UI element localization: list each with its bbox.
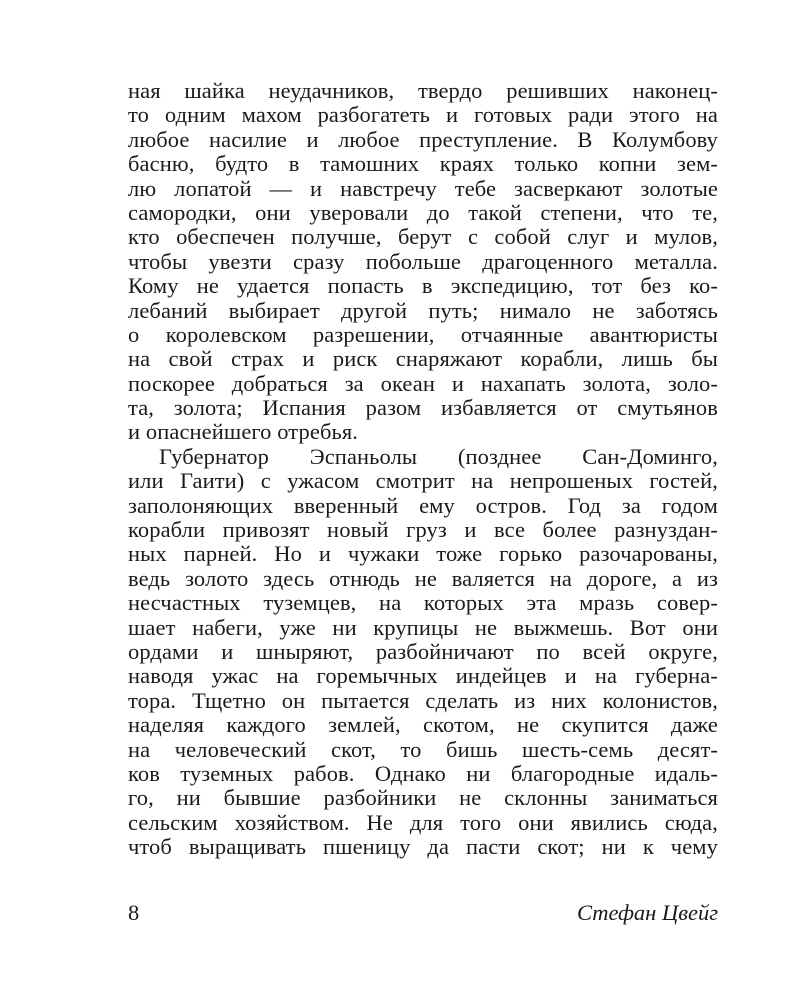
text-line: ков туземных рабов. Однако ни благородные идаль-: [128, 760, 718, 786]
text-line: корабли привозят новый груз и все более разнуздан-: [128, 517, 718, 543]
text-line: самородки, они уверовали до такой степени, что те,: [128, 199, 718, 225]
body-text: [128, 79, 718, 860]
text-line: на человеческий скот, то бишь шесть-семь десят-: [128, 736, 718, 762]
text-line: наделяя каждого землей, скотом, не скупится даже: [128, 712, 718, 738]
text-line: кто обеспечен получше, берут с собой слуг и мулов,: [128, 224, 718, 250]
text-line: сельским хозяйством. Не для того они явились сюда,: [128, 809, 718, 835]
text-line: Кому не удается попасть в экспедицию, тот без ко-: [128, 273, 718, 299]
text-line: лю лопатой — и навстречу тебе засверкают золотые: [128, 175, 718, 201]
text-line: поскорее добраться за океан и нахапать золота, золо-: [128, 370, 718, 396]
page-number: 8: [128, 900, 140, 925]
text-line: наводя ужас на горемычных индейцев и на губерна-: [128, 663, 718, 689]
text-line: та, золота; Испания разом избавляется от смутьянов: [128, 395, 718, 421]
text-line: о королевском разрешении, отчаянные авантюристы: [128, 321, 718, 347]
text-line: тора. Тщетно он пытается сделать из них колонистов,: [128, 687, 718, 713]
page-footer: [128, 898, 718, 928]
text-line: заполоняющих вверенный ему остров. Год за годом: [128, 492, 718, 518]
text-line: го, ни бывшие разбойники не склонны заниматься: [128, 785, 718, 811]
text-line: чтобы увезти сразу побольше драгоценного металла.: [128, 248, 718, 274]
text-line: шает набеги, уже ни крупицы не выжмешь. Вот они: [128, 614, 718, 640]
text-line: басню, будто в тамошних краях только копни зем-: [128, 151, 718, 177]
text-line: то одним махом разбогатеть и готовых ради этого на: [128, 102, 718, 128]
author-running-footer: Стефан Цвейг: [576, 900, 718, 925]
text-line: ведь золото здесь отнюдь не валяется на дороге, а из: [128, 565, 718, 591]
text-line: несчастных туземцев, на которых эта мразь совер-: [128, 590, 718, 616]
text-line: или Гаити) с ужасом смотрит на непрошеных гостей,: [128, 468, 718, 494]
text-line: ных парней. Но и чужаки тоже горько разочарованы,: [128, 541, 718, 567]
paragraph-end-line: и опаснейшего отребья.: [128, 419, 359, 445]
text-line: лебаний выбирает другой путь; нимало не заботясь: [128, 297, 718, 323]
text-line: чтоб выращивать пшеницу да пасти скот; ни к чему: [128, 834, 718, 860]
text-line: ная шайка неудачников, твердо решивших наконец-: [128, 78, 718, 103]
text-line: ордами и шныряют, разбойничают по всей округе,: [128, 638, 718, 664]
text-line: любое насилие и любое преступление. В Колумбову: [128, 126, 718, 152]
text-line: на свой страх и риск снаряжают корабли, лишь бы: [128, 346, 718, 372]
paragraph-start-line: Губернатор Эспаньолы (позднее Сан-Доминго,: [159, 443, 718, 469]
